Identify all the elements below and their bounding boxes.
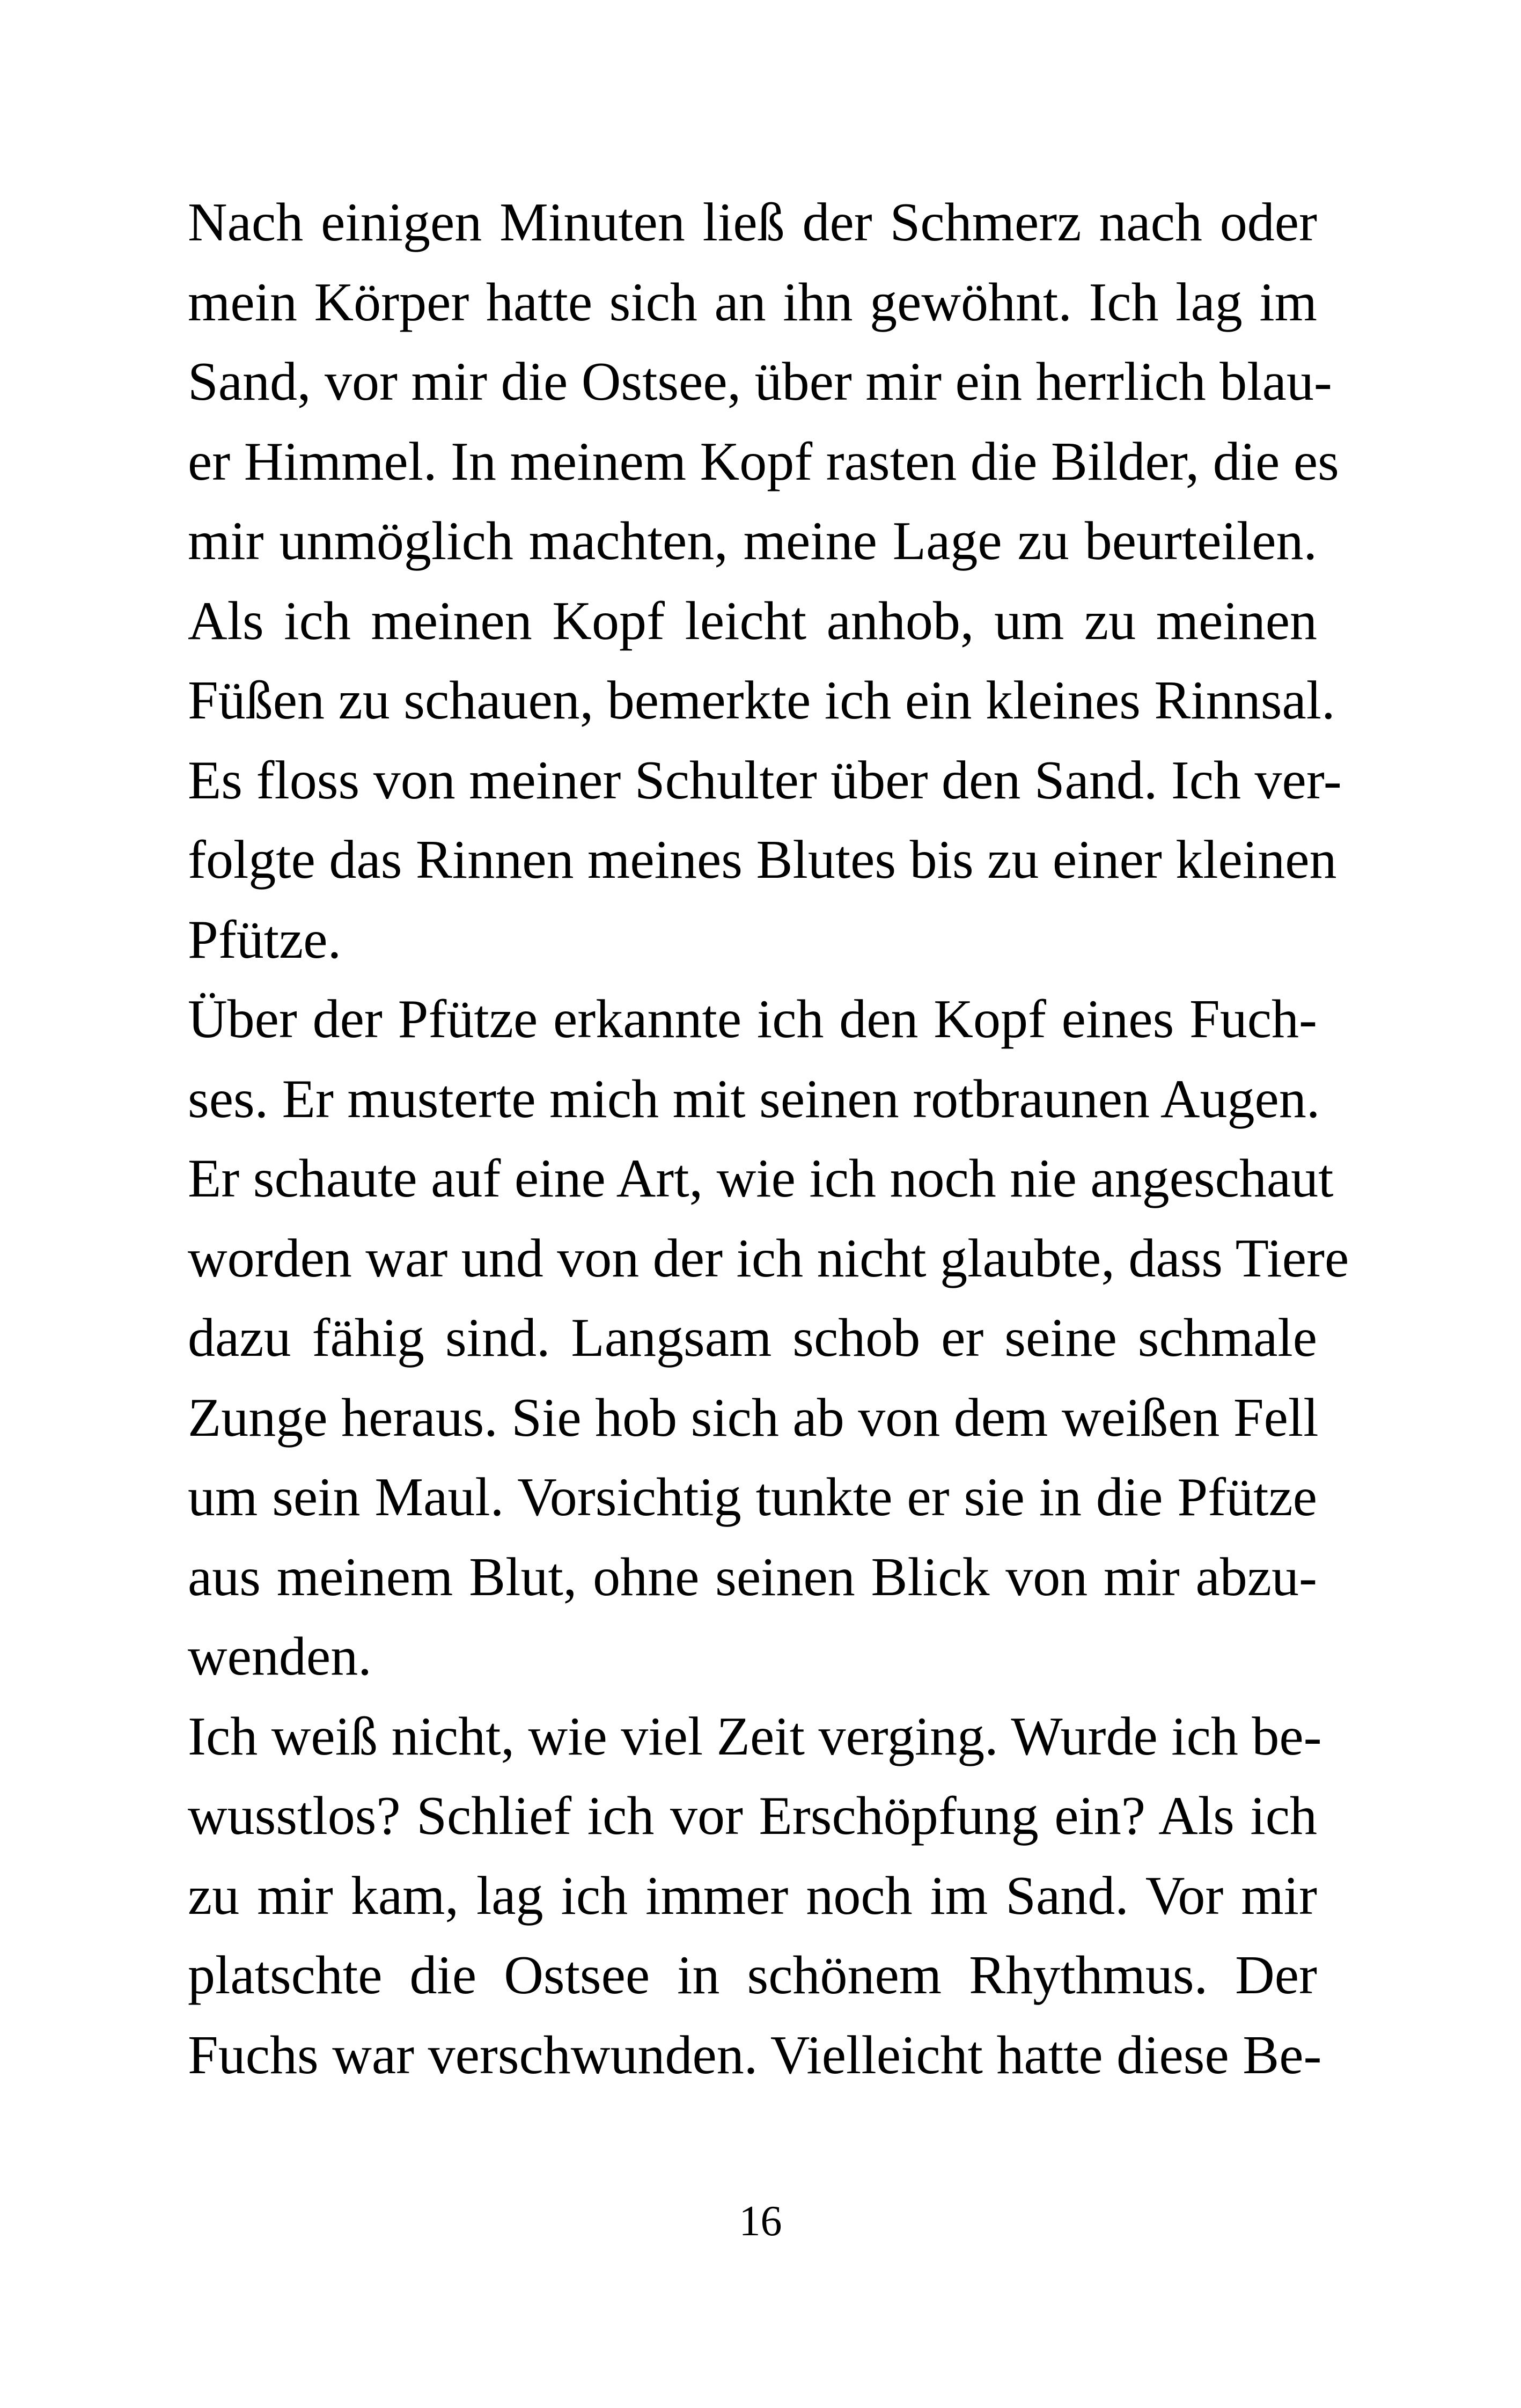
text-line: aus meinem Blut, ohne seinen Blick von mir abzu- (188, 1546, 1317, 1607)
text-line: Ich weiß nicht, wie viel Zeit verging. Wurde ich be- (188, 1706, 1322, 1767)
page-number: 16 (739, 2198, 782, 2245)
text-line: Nach einigen Minuten ließ der Schmerz nach oder (188, 192, 1317, 253)
text-line: Sand, vor mir die Ostsee, über mir ein herrlich blau- (188, 351, 1332, 412)
text-line: zu mir kam, lag ich immer noch im Sand. Vor mir (188, 1865, 1317, 1926)
text-line: Zunge heraus. Sie hob sich ab von dem weißen Fell (188, 1387, 1319, 1448)
text-line: Pfütze. (188, 909, 342, 970)
text-line: ses. Er musterte mich mit seinen rotbraunen Augen. (188, 1068, 1320, 1129)
text-line: Es floss von meiner Schulter über den Sand. Ich ver- (188, 750, 1342, 811)
text-line: Füßen zu schauen, bemerkte ich ein kleines Rinnsal. (188, 670, 1335, 731)
text-line: worden war und von der ich nicht glaubte, dass Tiere (188, 1228, 1349, 1289)
text-line: Über der Pfütze erkannte ich den Kopf eines Fuch- (188, 989, 1317, 1049)
text-line: folgte das Rinnen meines Blutes bis zu einer kleinen (188, 829, 1337, 890)
text-line: dazu fähig sind. Langsam schob er seine schmale (188, 1308, 1317, 1368)
text-line: um sein Maul. Vorsichtig tunkte er sie in die Pfütze (188, 1467, 1317, 1528)
text-line: platschte die Ostsee in schönem Rhythmus. Der (188, 1945, 1317, 2006)
text-line: Als ich meinen Kopf leicht anhob, um zu meinen (188, 590, 1317, 651)
text-line: mein Körper hatte sich an ihn gewöhnt. Ich lag im (188, 271, 1317, 333)
text-line: Er schaute auf eine Art, wie ich noch nie angeschaut (188, 1148, 1334, 1209)
text-line: wenden. (188, 1626, 372, 1687)
text-line: mir unmöglich machten, meine Lage zu beurteilen. (188, 511, 1317, 571)
body-text (188, 183, 1349, 2095)
text-line: er Himmel. In meinem Kopf rasten die Bilder, die es (188, 431, 1339, 492)
text-line: wusstlos? Schlief ich vor Erschöpfung ein? Als ich (188, 1786, 1317, 1846)
text-line: Fuchs war verschwunden. Vielleicht hatte diese Be- (188, 2024, 1322, 2086)
